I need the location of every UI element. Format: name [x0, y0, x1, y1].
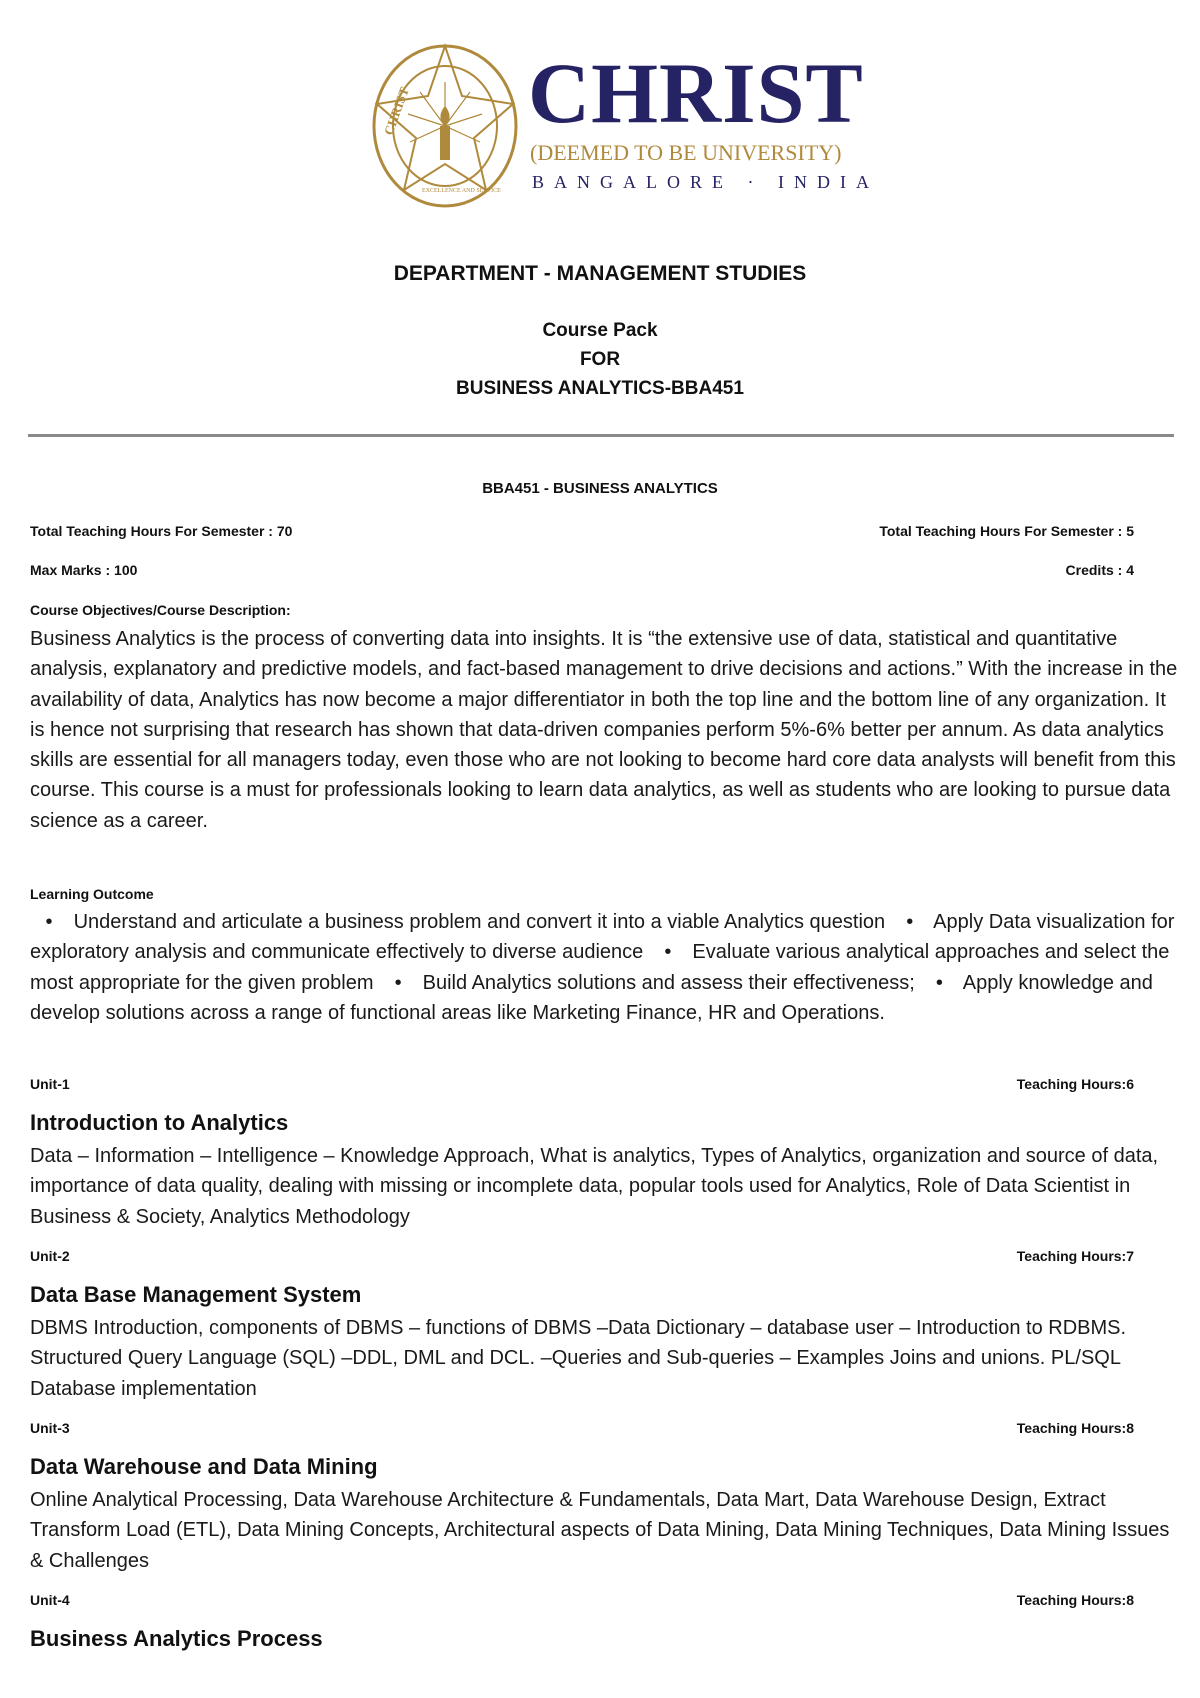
- outcome-item: Evaluate various analytical approaches and select the most appropriate for the given problem: [30, 941, 1170, 994]
- unit-hours: Teaching Hours:8: [1016, 1592, 1134, 1608]
- bullet-icon: •: [906, 911, 914, 933]
- outcome-item: Apply knowledge and develop solutions across a range of functional areas like Marketing Finance, HR and Operations.: [30, 971, 1153, 1024]
- unit-hours: Teaching Hours:7: [1016, 1248, 1134, 1264]
- unit-title: Data Base Management System: [30, 1282, 362, 1307]
- learning-outcomes: [30, 907, 1180, 1028]
- course-pack-label: Course Pack: [542, 320, 658, 341]
- university-seal-icon: [370, 42, 520, 210]
- outcome-item: Understand and articulate a business problem and convert it into a viable Analytics question: [73, 911, 886, 933]
- bullet-icon: •: [45, 911, 53, 933]
- unit-label: Unit-2: [30, 1248, 70, 1264]
- objectives-text: Business Analytics is the process of converting data into insights. It is “the extensive use of data, statistical and quantitative analysis, explanatory and predictive models, and fact-based management to drive decisions and actions.” With the increase in the availability of data, Analytics has now become a major differentiator in both the top line and the bottom line of any organization. It is hence not surprising that research has shown that data-driven companies perform 5%-6% better per annum. As data analytics skills are essential for all managers today, even those who are not looking to become hard core data analysts will benefit from this course. This course is a must for professionals looking to learn data analytics, as well as students who are looking to pursue data science as a career.: [30, 628, 1178, 832]
- svg-text:CHRIST: CHRIST: [380, 85, 412, 138]
- svg-text:EXCELLENCE AND SERVICE: EXCELLENCE AND SERVICE: [422, 188, 501, 194]
- university-subtitle: (DEEMED TO BE UNIVERSITY): [530, 140, 842, 165]
- unit-label: Unit-4: [30, 1592, 70, 1608]
- total-hours-left: Total Teaching Hours For Semester : 70: [30, 523, 293, 539]
- unit-content: DBMS Introduction, components of DBMS – functions of DBMS –Data Dictionary – database user – Introduction to RDBMS. Structured Query Language (SQL) –DDL, DML and DCL. –Queries and Sub-queries – Examples Joins and unions. PL/SQL Database implementation: [30, 1317, 1127, 1400]
- unit-label: Unit-3: [30, 1420, 70, 1436]
- max-marks: Max Marks : 100: [30, 562, 138, 578]
- university-location: BANGALORE · INDIA: [532, 172, 879, 192]
- course-name: BUSINESS ANALYTICS-BBA451: [456, 378, 744, 399]
- unit-content: Online Analytical Processing, Data Warehouse Architecture & Fundamentals, Data Mart, Data Warehouse Design, Extract Transform Load (ETL), Data Mining Concepts, Architectural aspects of Data Mining, Data Mining Techniques, Data Mining Issues & Challenges: [30, 1489, 1170, 1572]
- unit-title: Business Analytics Process: [30, 1626, 323, 1651]
- unit-content: Data – Information – Intelligence – Knowledge Approach, What is analytics, Types of Analytics, organization and source of data, importance of data quality, dealing with missing or incomplete data, popular tools used for Analytics, Role of Data Scientist in Business & Society, Analytics Methodology: [30, 1145, 1159, 1228]
- outcome-item: Build Analytics solutions and assess their effectiveness;: [422, 971, 915, 994]
- bullet-icon: •: [664, 941, 672, 964]
- for-label: FOR: [579, 349, 621, 370]
- objectives-label: Course Objectives/Course Description:: [30, 602, 291, 618]
- divider: [28, 434, 1174, 437]
- unit-label: Unit-1: [30, 1076, 70, 1092]
- unit-title: Introduction to Analytics: [30, 1110, 289, 1135]
- department-title: DEPARTMENT - MANAGEMENT STUDIES: [393, 262, 807, 285]
- university-logo: [370, 42, 879, 217]
- outcome-item: Apply Data visualization for exploratory analysis and communicate effectively to diverse audience: [30, 911, 1175, 964]
- unit-hours: Teaching Hours:8: [1016, 1420, 1134, 1436]
- total-hours-right: Total Teaching Hours For Semester : 5: [879, 523, 1134, 539]
- credits: Credits : 4: [1065, 562, 1134, 578]
- bullet-icon: •: [935, 971, 943, 994]
- bullet-icon: •: [394, 971, 402, 994]
- unit-hours: Teaching Hours:6: [1016, 1076, 1134, 1092]
- university-name: CHRIST: [528, 45, 864, 141]
- unit-title: Data Warehouse and Data Mining: [30, 1454, 378, 1479]
- learning-outcome-label: Learning Outcome: [30, 886, 154, 902]
- course-code-title: BBA451 - BUSINESS ANALYTICS: [482, 480, 718, 497]
